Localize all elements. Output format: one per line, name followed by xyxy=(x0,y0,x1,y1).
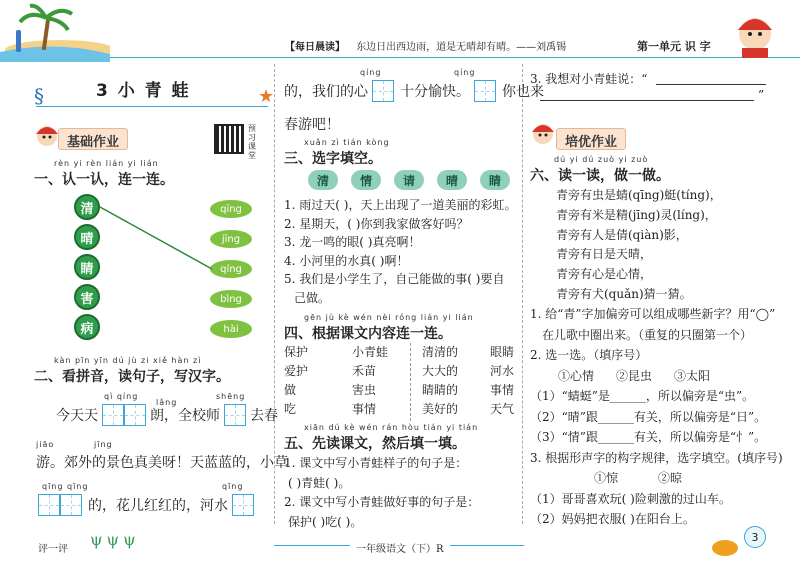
writing-box[interactable] xyxy=(224,404,246,426)
s2-line2: 游。郊外的景色真美呀！天蓝蓝的，小草 xyxy=(36,455,288,471)
s5-q2-answer[interactable]: 保护( )吃( )。 xyxy=(288,514,363,529)
s3-item[interactable]: 5. 我们是小学生了，自己能做的事( )要自 xyxy=(284,272,505,286)
writing-box[interactable] xyxy=(232,494,254,516)
s4-word[interactable]: 大大的 xyxy=(422,364,459,378)
qingqing-pinyin: qīng qīng xyxy=(42,482,89,491)
s2-title: 二、看拼音，读句子，写汉字。 xyxy=(34,369,230,385)
leaf-pinyin[interactable]: qīng xyxy=(210,200,252,218)
leaf-pinyin[interactable]: hài xyxy=(210,320,252,338)
s4-word[interactable]: 河水 xyxy=(490,364,515,378)
col3-q3-end: ” xyxy=(758,88,765,102)
poem-line: 青旁有心是心情， xyxy=(556,267,653,282)
poem-line: 青旁有虫是蜻(qīng)蜓(tíng)， xyxy=(556,188,722,202)
s4-word[interactable]: 爱护 xyxy=(284,364,309,378)
frog-char[interactable]: 睛 xyxy=(74,254,100,280)
basic-homework-banner: 基础作业 xyxy=(58,128,128,150)
s2-line3 xyxy=(38,494,254,516)
s5-pinyin: xiān dú kè wén rán hòu tián yi tián xyxy=(304,423,479,432)
s3-pinyin: xuǎn zì tián kòng xyxy=(304,138,390,147)
char-choice[interactable]: 晴 xyxy=(437,170,467,190)
qiqing-pinyin: qì qíng xyxy=(104,392,139,401)
s4-word[interactable]: 美好的 xyxy=(422,402,459,416)
jing-pinyin: jīng xyxy=(94,440,113,449)
seaweed-icon: ψψψ xyxy=(90,530,140,549)
poem-line: 青旁有日是天晴， xyxy=(556,247,653,262)
s6-q1b: 在儿歌中圈出来。（重复的只圈第一个） xyxy=(542,327,753,342)
s4-col-left xyxy=(284,343,308,419)
s6-pinyin: dú yi dú zuò yi zuò xyxy=(554,155,649,164)
lesson-title: 3 小 青 蛙 xyxy=(96,81,191,101)
s5-title: 五、先读课文，然后填一填。 xyxy=(284,436,466,452)
s6-q2a[interactable]: （1）“蜻蜓”是______，所以偏旁是“虫”。 xyxy=(530,389,755,403)
s3-item[interactable]: 4. 小河里的水真( )啊！ xyxy=(284,253,409,268)
s5-q2: 2. 课文中写小青蛙做好事的句子是： xyxy=(284,495,480,509)
s2-pinyin: kàn pīn yīn dú jù zi xiě hàn zì xyxy=(54,356,202,365)
s6-q2c[interactable]: （3）“情”跟______有关，所以偏旁是“忄”。 xyxy=(530,430,767,444)
frog-char[interactable]: 晴 xyxy=(74,224,100,250)
col2-text: 的，我们的心 xyxy=(284,84,368,100)
qing-pinyin: qīng xyxy=(222,482,244,491)
eval-label: 评一评 xyxy=(38,544,68,555)
poem-line: 青旁有米是精(jīng)灵(líng)， xyxy=(556,207,717,222)
s2-text: 朗，全校师 xyxy=(150,408,220,424)
s4-divider xyxy=(410,343,411,421)
poem-line: 青旁有人是倩(qiàn)影， xyxy=(556,227,688,242)
leaf-pinyin[interactable]: jīng xyxy=(210,230,252,248)
s6-title: 六、读一读，做一做。 xyxy=(530,168,670,184)
s4-word[interactable]: 小青蛙 xyxy=(352,345,389,359)
s4-word[interactable]: 眼睛 xyxy=(490,345,515,359)
jiao-pinyin: jiāo xyxy=(36,440,55,449)
s4-word[interactable]: 事情 xyxy=(352,402,377,416)
s3-items xyxy=(284,196,516,307)
option: ③太阳 xyxy=(674,368,711,383)
s4-word[interactable]: 清清的 xyxy=(422,345,459,359)
s4-word[interactable]: 事情 xyxy=(490,383,515,397)
s6-q3b[interactable]: （2）妈妈把衣服( )在阳台上。 xyxy=(530,512,695,526)
frog-char[interactable]: 病 xyxy=(74,314,100,340)
writing-box[interactable] xyxy=(102,404,124,426)
s3-item[interactable]: 1. 雨过天( )，天上出现了一道美丽的彩虹。 xyxy=(284,198,517,212)
s3-item[interactable]: 2. 星期天，( )你到我家做客好吗？ xyxy=(284,216,469,231)
writing-box[interactable] xyxy=(38,494,60,516)
poem xyxy=(556,186,722,305)
s4-word[interactable]: 天气 xyxy=(490,402,515,416)
s3-item: 己做。 xyxy=(294,290,331,305)
s5-q1: 1. 课文中写小青蛙样子的句子是： xyxy=(284,456,468,470)
option: ①心情 xyxy=(558,368,595,383)
s4-col-mid xyxy=(352,343,388,419)
s6-q3: 3. 根据形声字的构字规律，选字填空。(填序号) xyxy=(530,450,783,465)
s6-questions xyxy=(530,304,783,530)
char-choice[interactable]: 请 xyxy=(394,170,424,190)
char-choice[interactable]: 睛 xyxy=(480,170,510,190)
footer-center: 一年级语文（下）R xyxy=(350,540,450,555)
qr-label: 预习课堂 xyxy=(248,124,256,160)
char-choices xyxy=(308,170,510,190)
frog-char[interactable]: 清 xyxy=(74,194,100,220)
col2-text: 十分愉快。 xyxy=(400,84,470,100)
leaf-pinyin[interactable]: qíng xyxy=(210,260,252,278)
col2-top-line2: 春游吧！ xyxy=(284,117,340,133)
option: ②晾 xyxy=(658,471,683,485)
s4-word[interactable]: 吃 xyxy=(284,402,297,416)
seahorse-icon: § xyxy=(34,84,44,108)
writing-box[interactable] xyxy=(474,80,496,102)
writing-box[interactable] xyxy=(60,494,82,516)
s2-text: 的，花儿红红的，河水 xyxy=(88,498,228,514)
page-number: 3 xyxy=(744,526,766,548)
col2-top-line xyxy=(284,80,544,102)
answer-line[interactable] xyxy=(540,100,754,101)
s2-text: 今天天 xyxy=(56,408,98,424)
s3-title: 三、选字填空。 xyxy=(284,151,382,167)
starfish-icon: ★ xyxy=(258,86,275,107)
s6-options2 xyxy=(530,468,783,489)
qing-pinyin-top1: qíng xyxy=(360,68,382,77)
char-choice[interactable]: 清 xyxy=(308,170,338,190)
char-choice[interactable]: 情 xyxy=(351,170,381,190)
s4-col-right2 xyxy=(490,343,514,419)
daily-reading-label: 【每日晨读】 xyxy=(285,42,345,53)
s4-col-right1 xyxy=(422,343,458,419)
s5-q1-answer[interactable]: ( )青蛙( )。 xyxy=(288,475,351,490)
s4-word[interactable]: 禾苗 xyxy=(352,364,377,378)
col2-text: 你也来 xyxy=(502,84,544,100)
qing-pinyin-top2: qíng xyxy=(454,68,476,77)
s3-item[interactable]: 3. 龙一鸣的眼( )真亮啊！ xyxy=(284,235,421,249)
s4-word[interactable]: 睛睛的 xyxy=(422,383,459,397)
s6-q1: 1. 给“青”字加偏旁可以组成哪些新字？用“◯” xyxy=(530,307,776,321)
s5-body xyxy=(284,454,479,532)
mascot-advanced xyxy=(530,118,556,148)
s1-title: 一、认一认，连一连。 xyxy=(34,172,174,188)
col3-q3: 3. 我想对小青蛙说：“ xyxy=(530,72,648,86)
answer-line[interactable] xyxy=(656,84,766,85)
s4-pinyin: gēn jù kè wén nèi róng lián yi lián xyxy=(304,313,474,322)
frog-char[interactable]: 害 xyxy=(74,284,100,310)
sheng-pinyin: shēng xyxy=(216,392,246,401)
writing-box[interactable] xyxy=(372,80,394,102)
s6-q2: 2. 选一选。（填序号） xyxy=(530,348,648,362)
lang-pinyin: lǎng xyxy=(156,398,178,407)
s1-pinyin: rèn yi rèn lián yi lián xyxy=(54,159,159,168)
option: ①惊 xyxy=(594,471,619,485)
daily-quote: 东边日出西边雨，道是无晴却有晴。——刘禹锡 xyxy=(356,42,567,53)
option: ②昆虫 xyxy=(616,368,653,383)
unit-label: 第一单元 识 字 xyxy=(637,40,711,53)
s6-options xyxy=(530,366,783,387)
poem-line: 青旁有犬(quǎn)猜一猜。 xyxy=(556,286,692,301)
s2-text: 去春 xyxy=(250,408,278,424)
s4-word[interactable]: 做 xyxy=(284,383,297,397)
s4-title: 四、根据课文内容连一连。 xyxy=(284,326,452,342)
s4-word[interactable]: 害虫 xyxy=(352,383,377,397)
s2-line1 xyxy=(56,404,278,426)
s6-q2b[interactable]: （2）“晴”跟______有关，所以偏旁是“日”。 xyxy=(530,409,767,424)
s6-q3a[interactable]: （1）哥哥喜欢玩( )险刺激的过山车。 xyxy=(530,491,731,506)
s4-word[interactable]: 保护 xyxy=(284,345,309,359)
leaf-pinyin[interactable]: bìng xyxy=(210,290,252,308)
advanced-homework-banner: 培优作业 xyxy=(556,128,626,150)
writing-box[interactable] xyxy=(124,404,146,426)
fish-icon xyxy=(712,540,738,556)
